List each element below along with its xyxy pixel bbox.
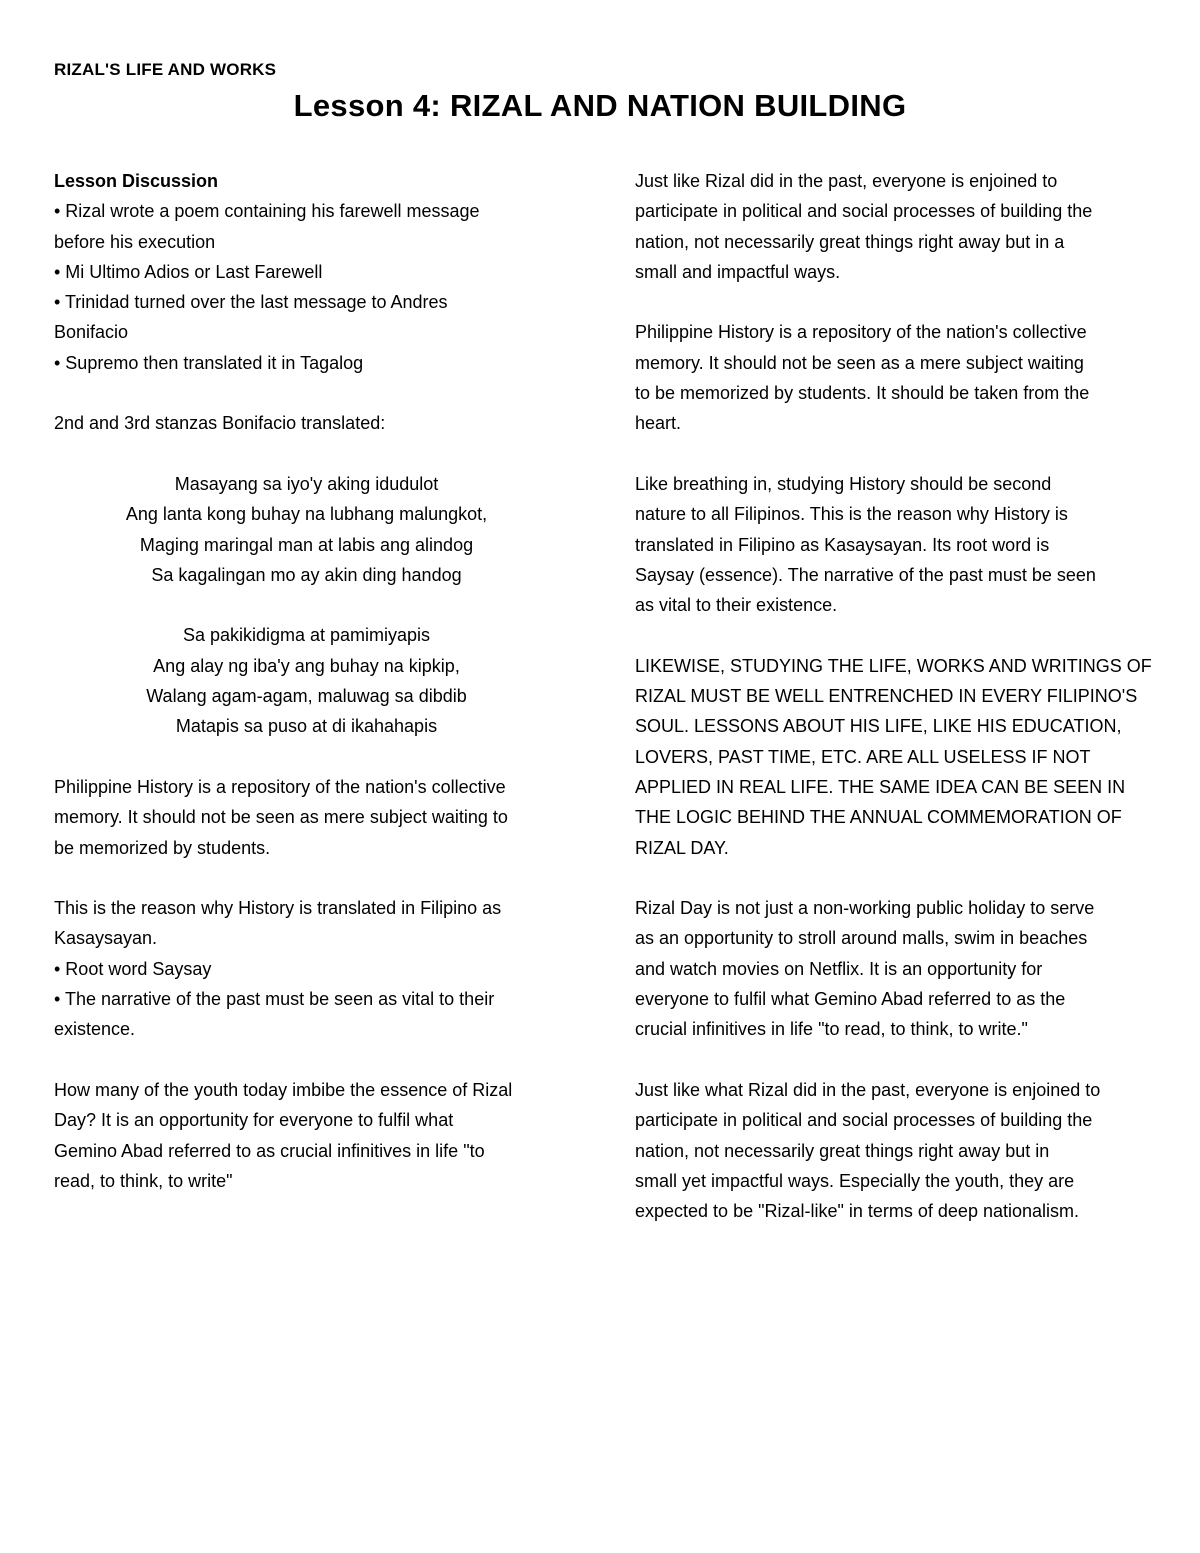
text-line: APPLIED IN REAL LIFE. THE SAME IDEA CAN BE SEEN IN bbox=[635, 776, 1126, 797]
list-item: • Root word Saysay bbox=[54, 958, 212, 979]
spacer bbox=[635, 863, 1155, 893]
intro-bullet-list bbox=[54, 196, 574, 378]
spacer bbox=[635, 620, 1155, 650]
course-title: RIZAL'S LIFE AND WORKS bbox=[54, 60, 277, 79]
text-line: expected to be "Rizal-like" in terms of deep nationalism. bbox=[635, 1201, 1079, 1222]
text-line: heart. bbox=[635, 413, 682, 434]
text-line: Like breathing in, studying History should be second bbox=[635, 473, 1052, 494]
poem-line: Matapis sa puso at di ikahahapis bbox=[175, 716, 438, 737]
text-line: existence. bbox=[54, 1019, 136, 1040]
stanzas-intro: 2nd and 3rd stanzas Bonifacio translated: bbox=[54, 413, 386, 434]
paragraph-youth bbox=[54, 1075, 574, 1196]
list-item: Bonifacio bbox=[54, 322, 129, 343]
spacer bbox=[54, 1045, 574, 1075]
list-item: • Trinidad turned over the last message to Andres bbox=[54, 292, 448, 313]
text-line: Philippine History is a repository of the nation's collective bbox=[54, 776, 506, 797]
paragraph-kasaysayan bbox=[54, 893, 574, 1044]
spacer bbox=[635, 1045, 1155, 1075]
text-line: participate in political and social processes of building the bbox=[635, 1110, 1093, 1131]
text-line: Philippine History is a repository of the nation's collective bbox=[635, 322, 1087, 343]
poem-line: Walang agam-agam, maluwag sa dibdib bbox=[146, 686, 467, 707]
poem-line: Sa pakikidigma at pamimiyapis bbox=[182, 625, 431, 646]
text-line: LOVERS, PAST TIME, ETC. ARE ALL USELESS IF NOT bbox=[635, 746, 1091, 767]
text-line: nature to all Filipinos. This is the reason why History is bbox=[635, 504, 1068, 525]
paragraph-likewise bbox=[635, 651, 1155, 863]
text-line: Kasaysayan. bbox=[54, 928, 158, 949]
spacer bbox=[635, 439, 1155, 469]
text-line: RIZAL DAY. bbox=[635, 837, 729, 858]
list-item: • Mi Ultimo Adios or Last Farewell bbox=[54, 261, 323, 282]
text-line: everyone to fulfil what Gemino Abad referred to as the bbox=[635, 989, 1066, 1010]
text-line: Saysay (essence). The narrative of the past must be seen bbox=[635, 564, 1096, 585]
poem-stanza-3 bbox=[54, 620, 559, 741]
right-column bbox=[635, 166, 1155, 1226]
text-line: How many of the youth today imbibe the essence of Rizal bbox=[54, 1079, 513, 1100]
text-line: as vital to their existence. bbox=[635, 595, 838, 616]
text-line: RIZAL MUST BE WELL ENTRENCHED IN EVERY FILIPINO'S bbox=[635, 686, 1138, 707]
paragraph-breathing bbox=[635, 469, 1155, 620]
text-line: and watch movies on Netflix. It is an opportunity for bbox=[635, 958, 1043, 979]
spacer bbox=[54, 590, 574, 620]
paragraph-rizal-day bbox=[635, 893, 1155, 1044]
list-item: • The narrative of the past must be seen as vital to their bbox=[54, 989, 495, 1010]
text-line: translated in Filipino as Kasaysayan. Its root word is bbox=[635, 534, 1050, 555]
section-heading: Lesson Discussion bbox=[54, 171, 219, 191]
list-item: before his execution bbox=[54, 231, 216, 252]
text-line: small and impactful ways. bbox=[635, 261, 841, 282]
paragraph-enjoined bbox=[635, 166, 1155, 287]
text-line: Gemino Abad referred to as crucial infinitives in life "to bbox=[54, 1140, 485, 1161]
text-line: participate in political and social processes of building the bbox=[635, 201, 1093, 222]
text-line: SOUL. LESSONS ABOUT HIS LIFE, LIKE HIS EDUCATION, bbox=[635, 716, 1122, 737]
text-line: Just like what Rizal did in the past, everyone is enjoined to bbox=[635, 1079, 1101, 1100]
text-line: memory. It should not be seen as a mere subject waiting bbox=[635, 352, 1084, 373]
text-line: read, to think, to write" bbox=[54, 1170, 233, 1191]
text-line: Just like Rizal did in the past, everyone is enjoined to bbox=[635, 171, 1058, 191]
left-column bbox=[54, 166, 574, 1196]
poem-line: Ang alay ng iba'y ang buhay na kipkip, bbox=[153, 655, 460, 676]
text-line: nation, not necessarily great things right away but in a bbox=[635, 231, 1065, 252]
poem-line: Sa kagalingan mo ay akin ding handog bbox=[151, 564, 462, 585]
text-line: THE LOGIC BEHIND THE ANNUAL COMMEMORATION OF bbox=[635, 807, 1122, 828]
text-line: LIKEWISE, STUDYING THE LIFE, WORKS AND WRITINGS OF bbox=[635, 655, 1152, 676]
text-line: small yet impactful ways. Especially the youth, they are bbox=[635, 1170, 1075, 1191]
text-line: be memorized by students. bbox=[54, 837, 271, 858]
poem-line: Ang lanta kong buhay na lubhang malungkot, bbox=[125, 504, 488, 525]
text-line: This is the reason why History is translated in Filipino as bbox=[54, 898, 502, 919]
list-item: • Rizal wrote a poem containing his farewell message bbox=[54, 201, 480, 222]
poem-stanza-2 bbox=[54, 469, 559, 590]
spacer bbox=[54, 378, 574, 408]
text-line: Rizal Day is not just a non-working public holiday to serve bbox=[635, 898, 1095, 919]
text-line: as an opportunity to stroll around malls, swim in beaches bbox=[635, 928, 1088, 949]
text-line: nation, not necessarily great things right away but in bbox=[635, 1140, 1050, 1161]
poem-line: Maging maringal man at labis ang alindog bbox=[139, 534, 474, 555]
spacer bbox=[54, 742, 574, 772]
text-line: Day? It is an opportunity for everyone to fulfil what bbox=[54, 1110, 454, 1131]
spacer bbox=[54, 439, 574, 469]
paragraph-youth-nationalism bbox=[635, 1075, 1155, 1226]
text-line: crucial infinitives in life "to read, to think, to write." bbox=[635, 1019, 1028, 1040]
spacer bbox=[635, 287, 1155, 317]
poem-line: Masayang sa iyo'y aking idudulot bbox=[174, 473, 439, 494]
paragraph-repository bbox=[635, 317, 1155, 438]
text-line: memory. It should not be seen as mere subject waiting to bbox=[54, 807, 508, 828]
lesson-title: Lesson 4: RIZAL AND NATION BUILDING bbox=[293, 88, 907, 123]
spacer bbox=[54, 863, 574, 893]
paragraph-history bbox=[54, 772, 574, 863]
list-item: • Supremo then translated it in Tagalog bbox=[54, 352, 364, 373]
text-line: to be memorized by students. It should be taken from the bbox=[635, 383, 1090, 404]
